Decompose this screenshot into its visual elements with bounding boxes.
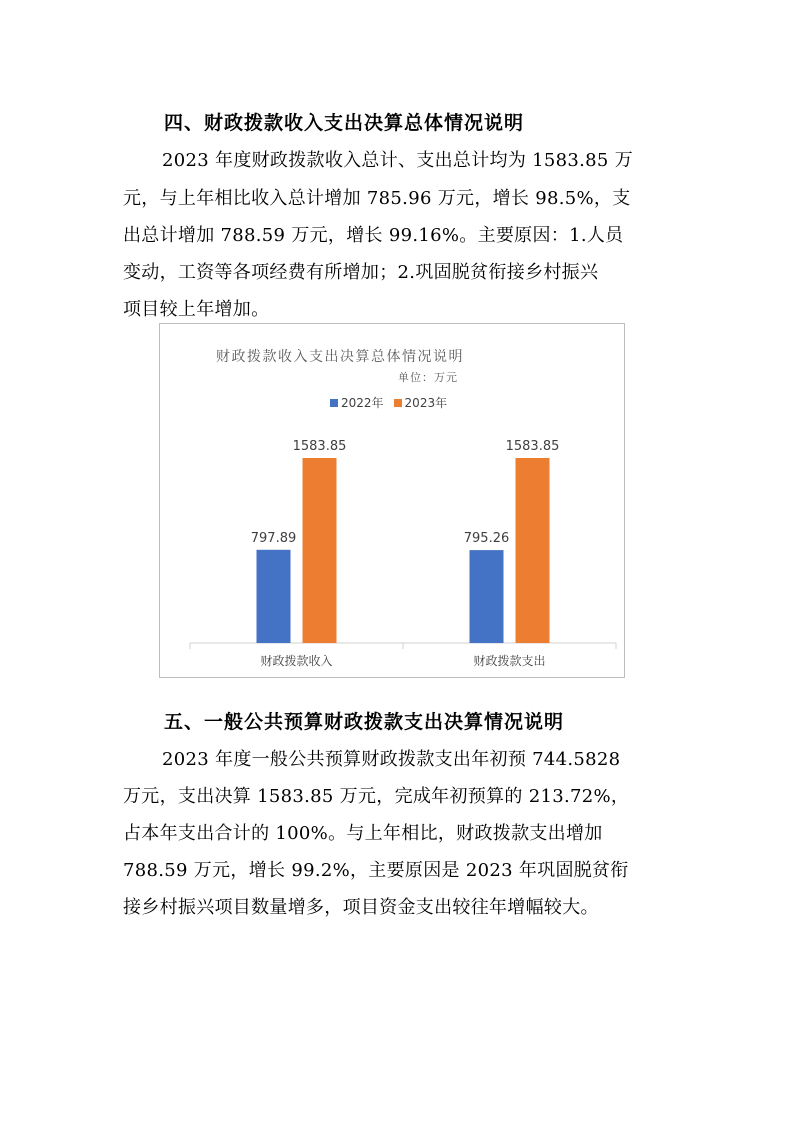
chart-plot-area [160, 324, 624, 677]
paragraph-line: 元，与上年相比收入总计增加 785.96 万元，增长 98.5%，支 [123, 188, 631, 209]
x-category-label: 财政拨款收入 [260, 654, 333, 668]
paragraph-line: 项目较上年增加。 [123, 299, 270, 320]
data-label: 1583.85 [292, 439, 347, 454]
paragraph-line: 出总计增加 788.59 万元，增长 99.16%。主要原因：1.人员 [123, 225, 624, 246]
chart-title: 财政拨款收入支出决算总体情况说明 [216, 349, 464, 365]
chart-unit: 单位：万元 [398, 371, 458, 384]
data-label: 795.26 [463, 531, 510, 547]
data-label: 1583.85 [505, 439, 560, 454]
legend-label: 2022年 [341, 396, 384, 410]
bar-2023 [303, 458, 337, 643]
paragraph-line: 2023 年度一般公共预算财政拨款支出年初预 744.5828 [162, 749, 621, 770]
data-label: 797.89 [250, 530, 297, 546]
section5-heading: 五、一般公共预算财政拨款支出决算情况说明 [164, 711, 565, 733]
x-category-label: 财政拨款支出 [473, 654, 546, 668]
paragraph-line: 2023 年度财政拨款收入总计、支出总计均为 1583.85 万 [162, 150, 634, 171]
bar-chart [159, 323, 625, 678]
legend-label: 2023年 [404, 396, 448, 410]
bar-2023 [516, 458, 550, 643]
paragraph-line: 万元，支出决算 1583.85 万元，完成年初预算的 213.72%， [123, 786, 630, 807]
bar-2022 [257, 550, 291, 643]
paragraph-line: 变动，工资等各项经费有所增加；2.巩固脱贫衔接乡村振兴 [123, 262, 599, 283]
paragraph-line: 788.59 万元，增长 99.2%，主要原因是 2023 年巩固脱贫衔 [123, 860, 629, 881]
paragraph-line: 占本年支出合计的 100%。与上年相比，财政拨款支出增加 [123, 823, 603, 844]
paragraph-line: 接乡村振兴项目数量增多，项目资金支出较往年增幅较大。 [123, 897, 599, 918]
section4-heading: 四、财政拨款收入支出决算总体情况说明 [164, 112, 525, 134]
bar-2022 [470, 550, 504, 643]
